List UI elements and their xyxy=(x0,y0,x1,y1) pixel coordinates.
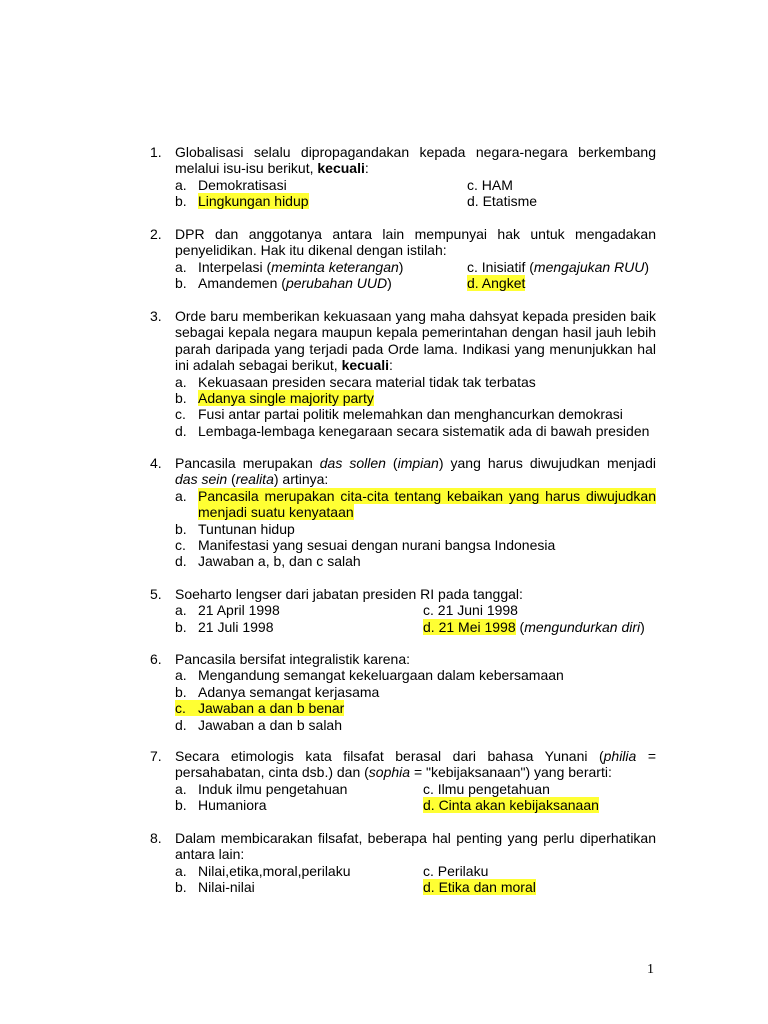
answer-highlight: Adanya single majority party xyxy=(198,390,374,407)
option-d xyxy=(423,879,536,895)
option-c: c. 21 Juni 1998 xyxy=(423,602,518,619)
answer-highlight: Lingkungan hidup xyxy=(198,193,309,210)
option-b: b. Amandemen (perubahan UUD) xyxy=(175,275,392,292)
option-a: a. Kekuasaan presiden secara material tidak tak terbatas xyxy=(175,373,536,390)
question-text: Pancasila bersifat integralistik karena: xyxy=(175,651,411,667)
option-a: a. Mengandung semangat kekeluargaan dalam kebersamaan xyxy=(175,667,564,684)
question-text: Orde baru memberikan kekuasaan yang maha dahsyat kepada presiden baik sebagai kepala negara maupun kepala pemerintahan dengan hasil jauh lebih parah daripada yang terjadi pada Orde lama. Indikasi yang menunjukkan hal ini adalah sebagai berikut, kecuali: xyxy=(175,308,656,374)
option-d: d. Lembaga-lembaga kenegaraan secara sistematik ada di bawah presiden xyxy=(175,422,650,439)
option-d: d. Etatisme xyxy=(467,193,538,210)
option-a: a. Demokratisasi xyxy=(175,176,287,193)
question-text: Globalisasi selalu dipropagandakan kepada negara-negara berkembang melalui isu-isu berikut, kecuali: xyxy=(175,144,656,177)
question-number: 8. xyxy=(150,830,162,846)
option-d: d. Jawaban a dan b salah xyxy=(175,716,342,733)
option-d xyxy=(467,275,525,291)
option-b: b. 21 Juli 1998 xyxy=(175,618,274,635)
options xyxy=(175,259,656,292)
option-d: d. 21 Mei 1998 (mengundurkan diri) xyxy=(423,618,645,635)
question-7 xyxy=(150,748,656,814)
question-number: 6. xyxy=(150,651,162,667)
question-8 xyxy=(150,830,656,896)
question-5 xyxy=(150,586,656,635)
option-c: c. Ilmu pengetahuan xyxy=(423,780,550,797)
option-a: a. 21 April 1998 xyxy=(175,602,280,619)
option-a: a. Nilai,etika,moral,perilaku xyxy=(175,862,351,879)
question-number: 7. xyxy=(150,748,162,764)
question-number: 4. xyxy=(150,455,162,471)
option-c: c. HAM xyxy=(467,176,513,193)
option-b: b. Adanya semangat kerjasama xyxy=(175,683,380,700)
question-number: 5. xyxy=(150,586,162,602)
options xyxy=(175,602,656,635)
options xyxy=(175,781,656,814)
option-a: a. Induk ilmu pengetahuan xyxy=(175,780,348,797)
option-b: b. Humaniora xyxy=(175,797,267,814)
question-1 xyxy=(150,144,656,210)
answer-highlight: d. Angket xyxy=(467,275,526,292)
question-4 xyxy=(150,455,656,570)
question-2 xyxy=(150,226,656,292)
options xyxy=(175,488,656,570)
question-text: Dalam membicarakan filsafat, beberapa hal penting yang perlu diperhatikan antara lain: xyxy=(175,830,656,863)
option-b: b. Lingkungan hidup xyxy=(175,193,309,210)
option-a: a. Interpelasi (meminta keterangan) xyxy=(175,258,404,275)
question-text: Secara etimologis kata filsafat berasal dari bahasa Yunani (philia = persahabatan, cinta dsb.) dan (sophia = "kebijaksanaan") yang berarti: xyxy=(175,748,656,781)
option-b: b. Tuntunan hidup xyxy=(175,520,295,537)
option-d: d. Jawaban a, b, dan c salah xyxy=(175,553,361,570)
question-3 xyxy=(150,308,656,439)
options xyxy=(175,374,656,440)
option-b: b. Adanya single majority party xyxy=(175,390,374,407)
question-number: 2. xyxy=(150,226,162,242)
question-text: Pancasila merupakan das sollen (impian) yang harus diwujudkan menjadi das sein (realita) artinya: xyxy=(175,455,656,488)
answer-highlight: c. Jawaban a dan b benar xyxy=(175,700,345,717)
answer-highlight: d. Etika dan moral xyxy=(423,879,536,896)
option-c: c. Perilaku xyxy=(423,862,489,879)
question-6 xyxy=(150,651,656,733)
question-text: DPR dan anggotanya antara lain mempunyai hak untuk mengadakan penyelidikan. Hak itu dikenal dengan istilah: xyxy=(175,226,656,259)
page-number: 1 xyxy=(647,962,654,977)
question-number: 3. xyxy=(150,308,162,324)
answer-highlight: d. 21 Mei 1998 xyxy=(423,618,516,635)
option-c: c. Fusi antar partai politik melemahkan dan menghancurkan demokrasi xyxy=(175,406,623,423)
option-a: a. Pancasila merupakan cita-cita tentang kebaikan yang harus diwujudkan menjadi suatu kenyataan xyxy=(175,487,656,521)
question-number: 1. xyxy=(150,144,162,160)
answer-highlight: menjadi suatu kenyataan xyxy=(198,504,354,521)
answer-highlight: Pancasila merupakan cita-cita tentang kebaikan yang harus diwujudkan xyxy=(198,487,656,504)
option-c: c. Manifestasi yang sesuai dengan nurani bangsa Indonesia xyxy=(175,537,556,554)
answer-highlight: d. Cinta akan kebijaksanaan xyxy=(423,797,599,814)
option-c: c. Inisiatif (mengajukan RUU) xyxy=(467,258,650,275)
option-d xyxy=(423,797,599,813)
option-c xyxy=(175,700,344,716)
question-text: Soeharto lengser dari jabatan presiden RI pada tanggal: xyxy=(175,586,523,602)
options xyxy=(175,177,656,210)
options xyxy=(175,863,656,896)
options xyxy=(175,667,656,733)
option-b: b. Nilai-nilai xyxy=(175,879,255,896)
